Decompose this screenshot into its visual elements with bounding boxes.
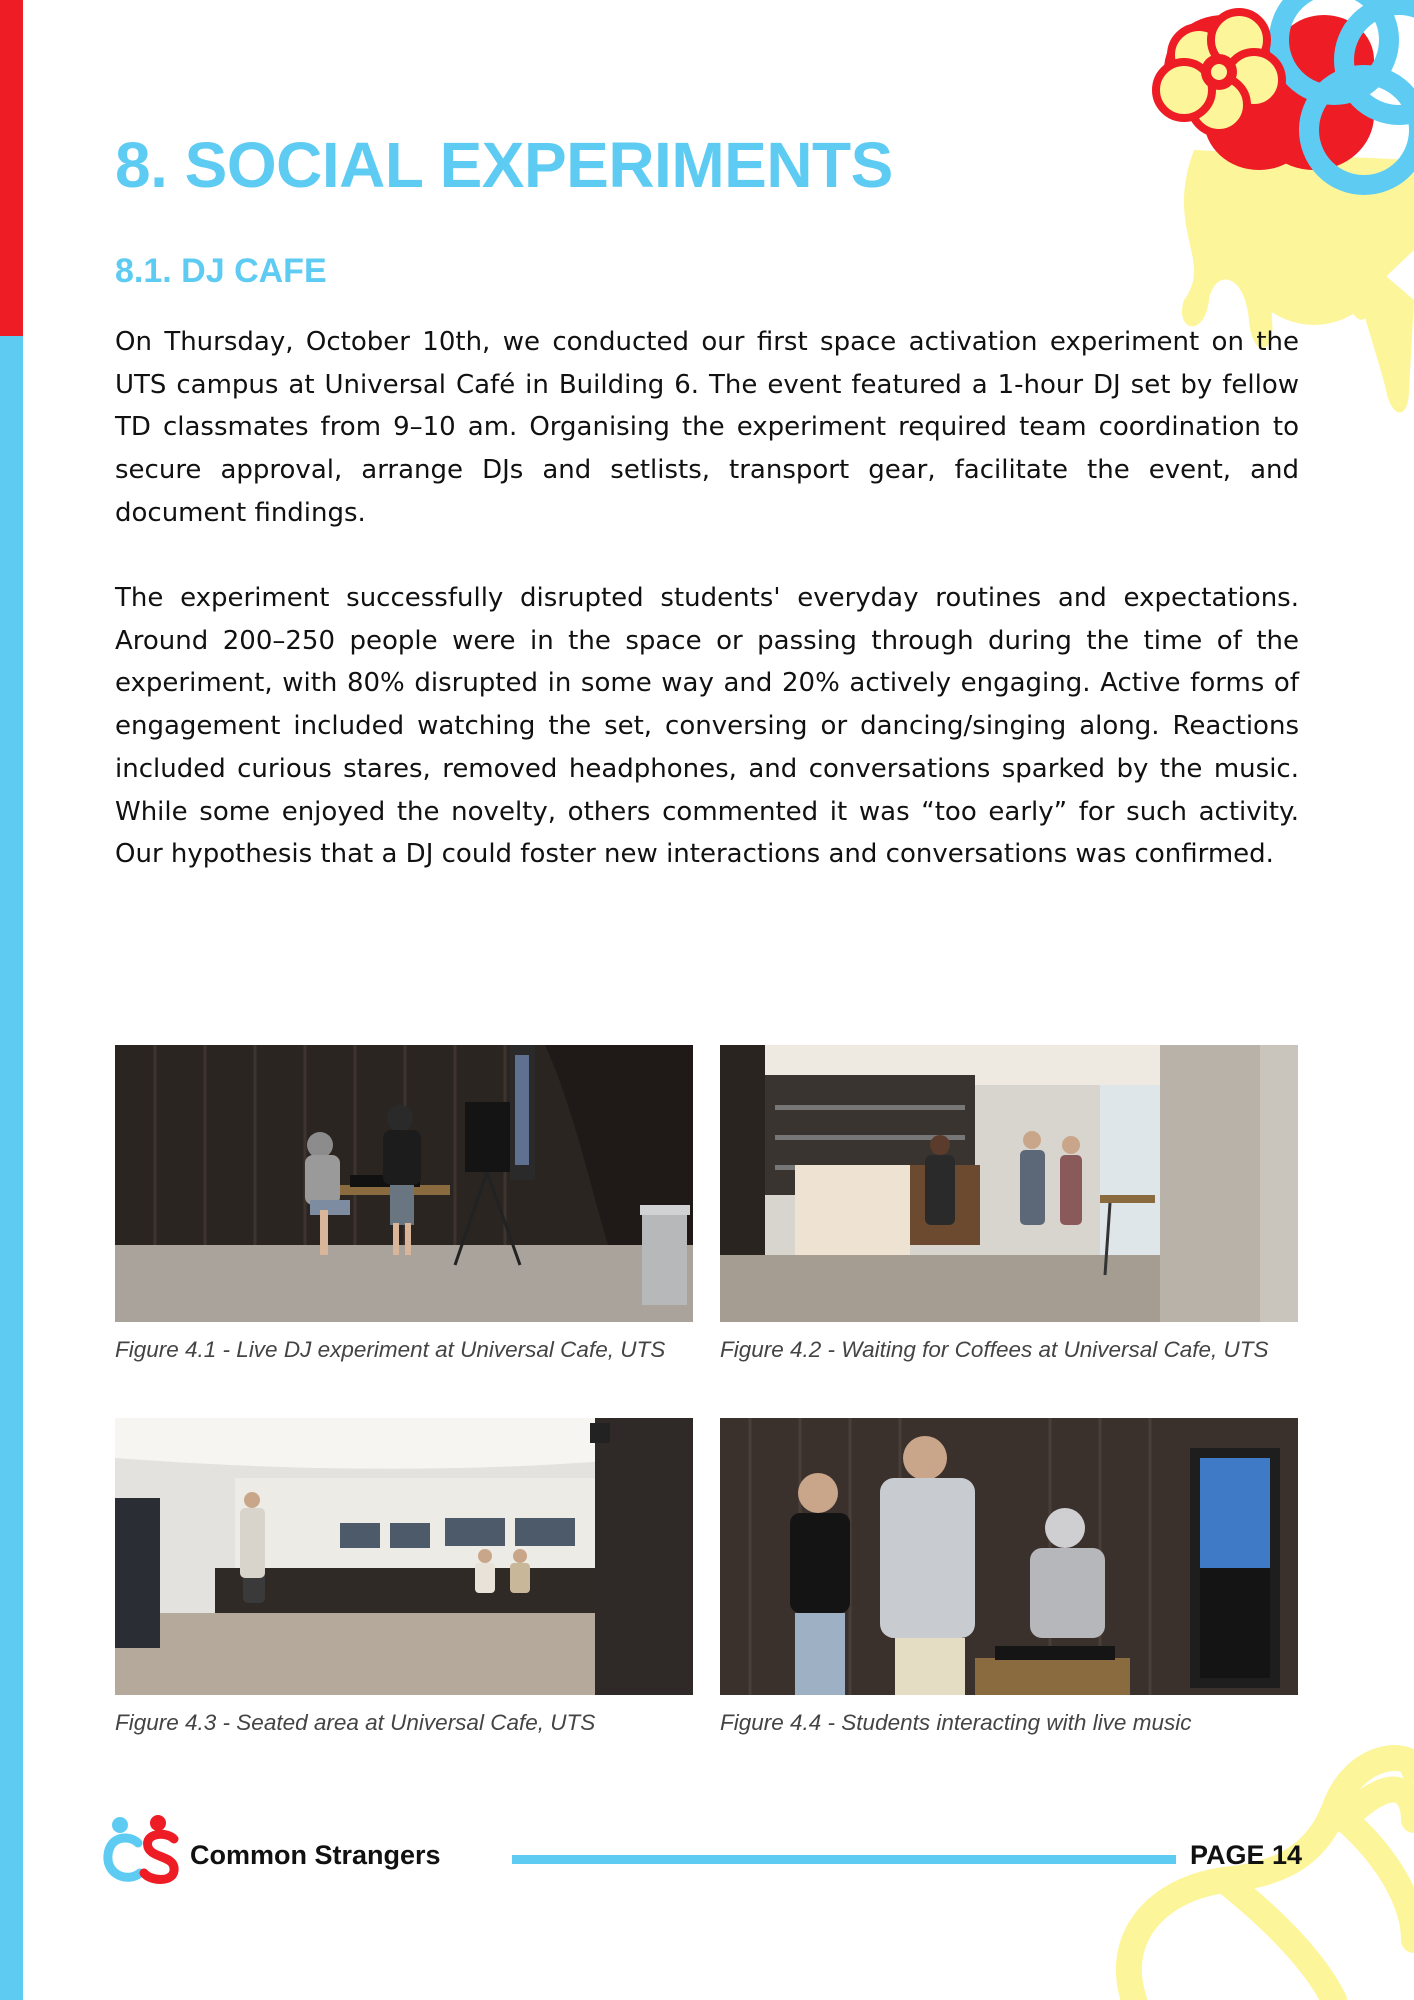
figure-caption: Figure 4.4 - Students interacting with live music <box>720 1710 1192 1735</box>
section-subtitle: 8.1. DJ CAFE <box>115 252 327 290</box>
page-title: 8. SOCIAL EXPERIMENTS <box>115 129 893 201</box>
figure-caption: Figure 4.3 - Seated area at Universal Cafe, UTS <box>115 1710 596 1735</box>
body-paragraph-findings: The experiment successfully disrupted students' everyday routines and expectations. Around 200–250 people were in the space or passing through during the time of the experiment, with 80% disrupted in some way and 20% actively engaging. Active forms of engagement included watching the set, conversing or dancing/singing along. Reactions included curious stares, removed headphones, and conversations sparked by the music. While some enjoyed the novelty, others commented it was “too early” for such activity. Our hypothesis that a DJ could foster new interactions and conversations was confirmed. <box>115 583 1299 870</box>
footer-divider-line <box>512 1855 1176 1864</box>
figure-photo-students-interacting <box>720 1418 1298 1695</box>
footer-brand-name: Common Strangers <box>190 1840 441 1870</box>
figure-photo-coffee-queue <box>720 1045 1298 1322</box>
figure-caption: Figure 4.2 - Waiting for Coffees at Universal Cafe, UTS <box>720 1337 1269 1362</box>
left-edge-blue-stripe <box>0 336 23 2000</box>
body-paragraph-intro: On Thursday, October 10th, we conducted our first space activation experiment on the UTS campus at Universal Café in Building 6. The event featured a 1-hour DJ set by fellow TD classmates from 9–10 am. Organising the experiment required team coordination to secure approval, arrange DJs and setlists, transport gear, facilitate the event, and document findings. <box>115 327 1299 528</box>
left-edge-red-stripe <box>0 0 23 336</box>
figure-photo-seated-area <box>115 1418 693 1695</box>
common-strangers-logo <box>100 1815 184 1885</box>
figure-photo-dj-experiment <box>115 1045 693 1322</box>
page-number: PAGE 14 <box>1190 1840 1303 1870</box>
figure-caption: Figure 4.1 - Live DJ experiment at Universal Cafe, UTS <box>115 1337 666 1362</box>
